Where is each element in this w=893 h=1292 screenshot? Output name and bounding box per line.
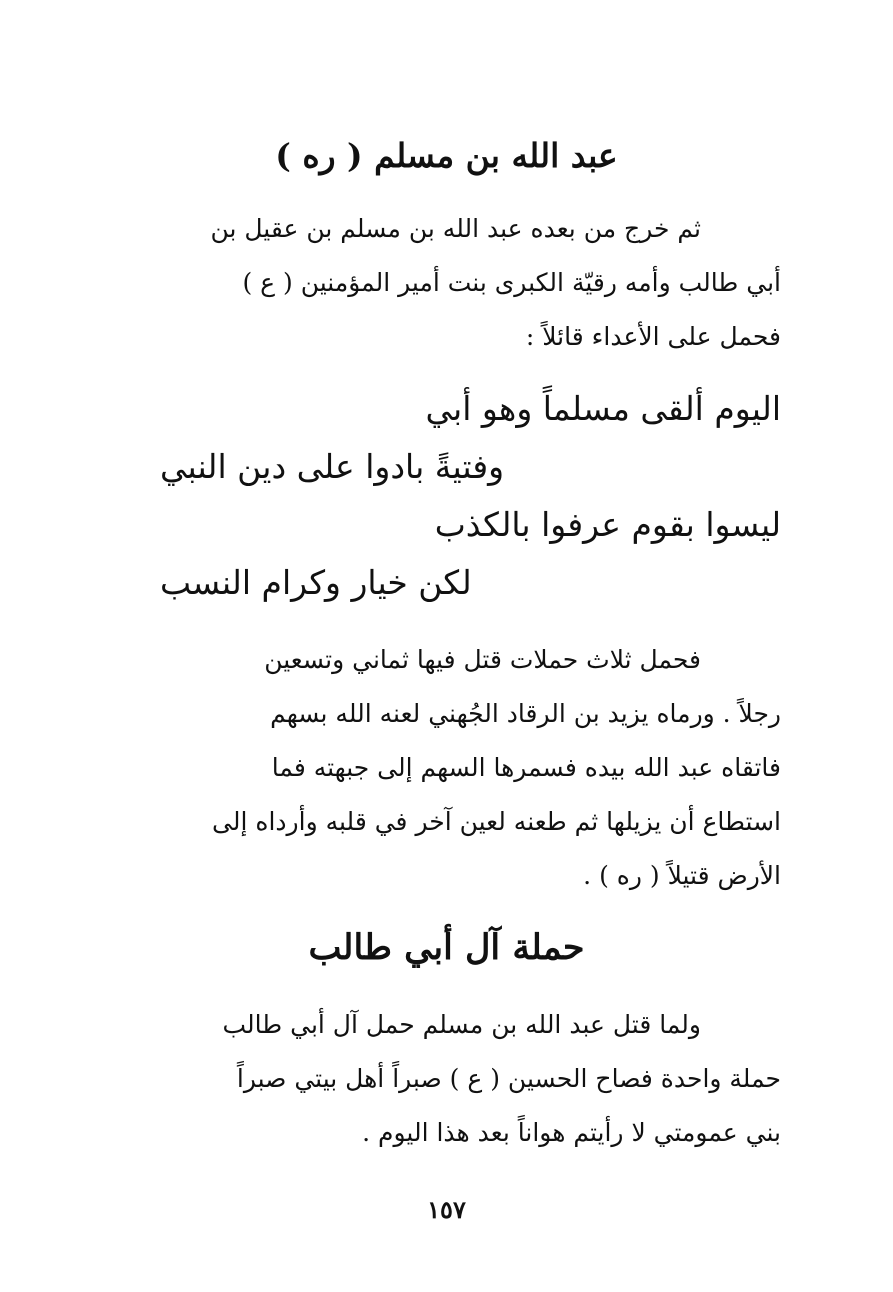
- section-heading-abi-talib-charge: حملة آل أبي طالب: [308, 927, 585, 968]
- paragraph-line: الأرض قتيلاً ( ره ) .: [583, 861, 781, 890]
- paragraph-intro: [160, 202, 781, 364]
- paragraph-charge: [160, 998, 781, 1160]
- poem-verse: وفتيةً بادوا على دين النبي: [160, 447, 505, 486]
- paragraph-line: حملة واحدة فصاح الحسين ( ع ) صبراً أهل بيتي صبراً: [236, 1064, 781, 1093]
- paragraph-line: رجلاً . ورماه يزيد بن الرقاد الجُهني لعنه الله بسهم: [270, 699, 781, 728]
- paragraph-line: فحمل ثلاث حملات قتل فيها ثماني وتسعين: [264, 645, 701, 674]
- paragraph-line: استطاع أن يزيلها ثم طعنه لعين آخر في قلبه وأرداه إلى: [212, 807, 781, 836]
- paragraph-line: فاتقاه عبد الله بيده فسمرها السهم إلى جبهته فما: [271, 753, 781, 782]
- paragraph-battle: [160, 633, 781, 903]
- poem-verse: لكن خيار وكرام النسب: [160, 563, 472, 602]
- poem-verses: [160, 380, 781, 612]
- paragraph-line: أبي طالب وأمه رقيّة الكبرى بنت أمير المؤمنين ( ع ): [242, 268, 781, 297]
- page-number: ١٥٧: [427, 1195, 466, 1224]
- poem-verse: ليسوا بقوم عرفوا بالكذب: [434, 505, 781, 544]
- poem-verse: اليوم ألقى مسلماً وهو أبي: [425, 389, 781, 428]
- paragraph-line: بني عمومتي لا رأيتم هواناً بعد هذا اليوم .: [362, 1118, 781, 1147]
- section-heading-abdullah-bin-muslim: عبد الله بن مسلم ( ره ): [275, 136, 618, 175]
- paragraph-line: ثم خرج من بعده عبد الله بن مسلم بن عقيل بن: [210, 214, 701, 243]
- paragraph-line: ولما قتل عبد الله بن مسلم حمل آل أبي طالب: [222, 1010, 701, 1039]
- paragraph-line: فحمل على الأعداء قائلاً :: [525, 322, 781, 351]
